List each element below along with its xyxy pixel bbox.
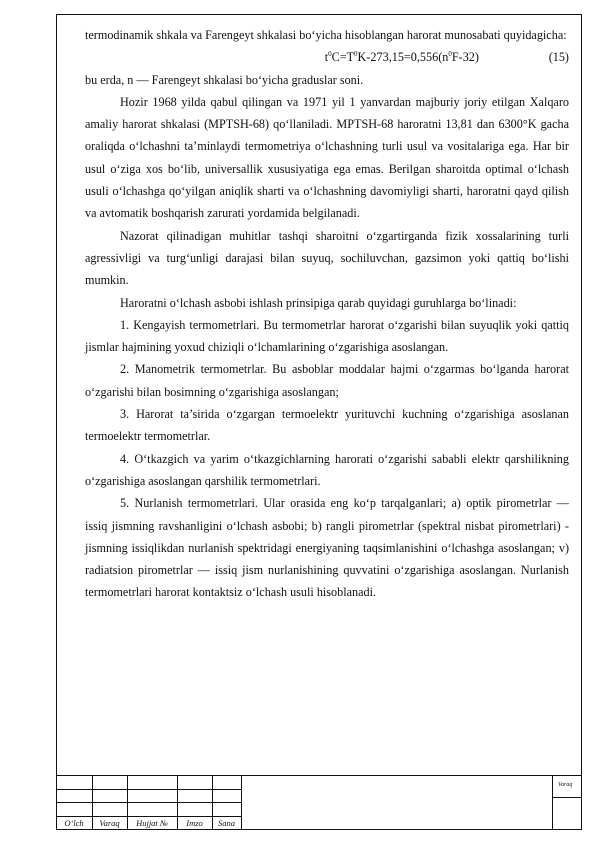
formula-line — [85, 46, 569, 68]
list-item: 4. O‘tkazgich va yarim o‘tkazgichlarning harorati o‘zgarishi sababli elektr qarshilikning o‘zgarishiga asoslangan qarshilik termometrlari. — [85, 451, 569, 488]
list-item: 2. Manometrik termometrlar. Bu asboblar moddalar hajmi o‘zgarmas bo‘lganda harorat o‘zgarishi bilan bosimning o‘zgarishiga asoslangan; — [85, 362, 569, 399]
olch-label: O‘lch — [64, 818, 84, 828]
formula: $t^0C=T^0K-273,15=0,556(n^0F-32)$ — [324, 50, 479, 65]
formula-number: (15) — [548, 50, 569, 65]
paragraph: Nazorat qilinadigan muhitlar tashqi sharoitni o‘zgartirganda fizik xossalarining turli agressivligi va turg‘unligi darajasi bilan suyuq, sochiluvchan, gazsimon yoki qattiq bo‘lishi mumkin. — [85, 228, 569, 288]
hujjat-label: Hujjat № — [136, 818, 168, 828]
list-item: 1. Kengayish termometrlari. Bu termometrlar harorat o‘zgarishi bilan suyuqlik yoki qattiq jismlar hajmining yoxud chiziqli o‘lchamlarining o‘zgarishiga asoslangan. — [85, 317, 569, 355]
list-item: 3. Harorat ta’sirida o‘zgargan termoelektr yurituvchi kuchning o‘zgarishiga asoslanan termoelektr termometrlar. — [85, 407, 569, 444]
sana-label: Sana — [218, 818, 235, 828]
paragraph: bu erda, n — Farengeyt shkalasi bo‘yicha graduslar soni. — [85, 72, 364, 87]
list-item: 5. Nurlanish termometrlari. Ular orasida eng ko‘p tarqalganlari; a) optik pirometrlar — issiq jismning ravshanligini o‘lchash asbobi; b) rangli pirometrlar (spektral nisbat pirometrlari) - jismning issiqlikdan nurlanish spektridagi energiyaning taqsimlanishini o‘lchashga asoslangan; v) radiatsion pirometrlar — issiq jism nurlanishining quvvatini o‘zgarishiga asoslangan. Nurlanish termometrlari harorat kontaktsiz o‘lchash usuli hisoblanadi. — [85, 496, 569, 600]
document-body — [85, 24, 569, 604]
paragraph: Haroratni o‘lchash asbobi ishlash prinsipiga qarab quyidagi guruhlarga bo‘linadi: — [120, 295, 517, 310]
title-block — [56, 775, 582, 830]
varaq-label: Varaq — [99, 818, 120, 828]
paragraph: Hozir 1968 yilda qabul qilingan va 1971 yil 1 yanvardan majburiy joriy etilgan Xalqaro amaliy harorat shkalasi (MPTSH-68) qo‘llaniladi. MPTSH-68 haroratni 13,81 dan 6300°K gacha oraliqda o‘lchashni ta’minlaydi termometriya o‘lchashning turli usul va vositalariga ega. Har bir usul o‘ziga xos bo‘lib, universallik xususiyatiga ega emas. Berilgan sharoitda optimal o‘lchash usuli o‘lchashga qo‘yilgan aniqlik sharti va o‘lchashning davomiyligi sharti, haroratni qayd qilish va avtomatik boshqarish zarurati yordamida belgilanadi. — [85, 94, 569, 221]
imzo-label: Imzo — [186, 818, 203, 828]
varaq-box-label: Varaq — [558, 782, 573, 788]
paragraph: termodinamik shkala va Farengeyt shkalasi bo‘yicha hisoblangan harorat munosabati quyidagicha: — [85, 28, 567, 42]
